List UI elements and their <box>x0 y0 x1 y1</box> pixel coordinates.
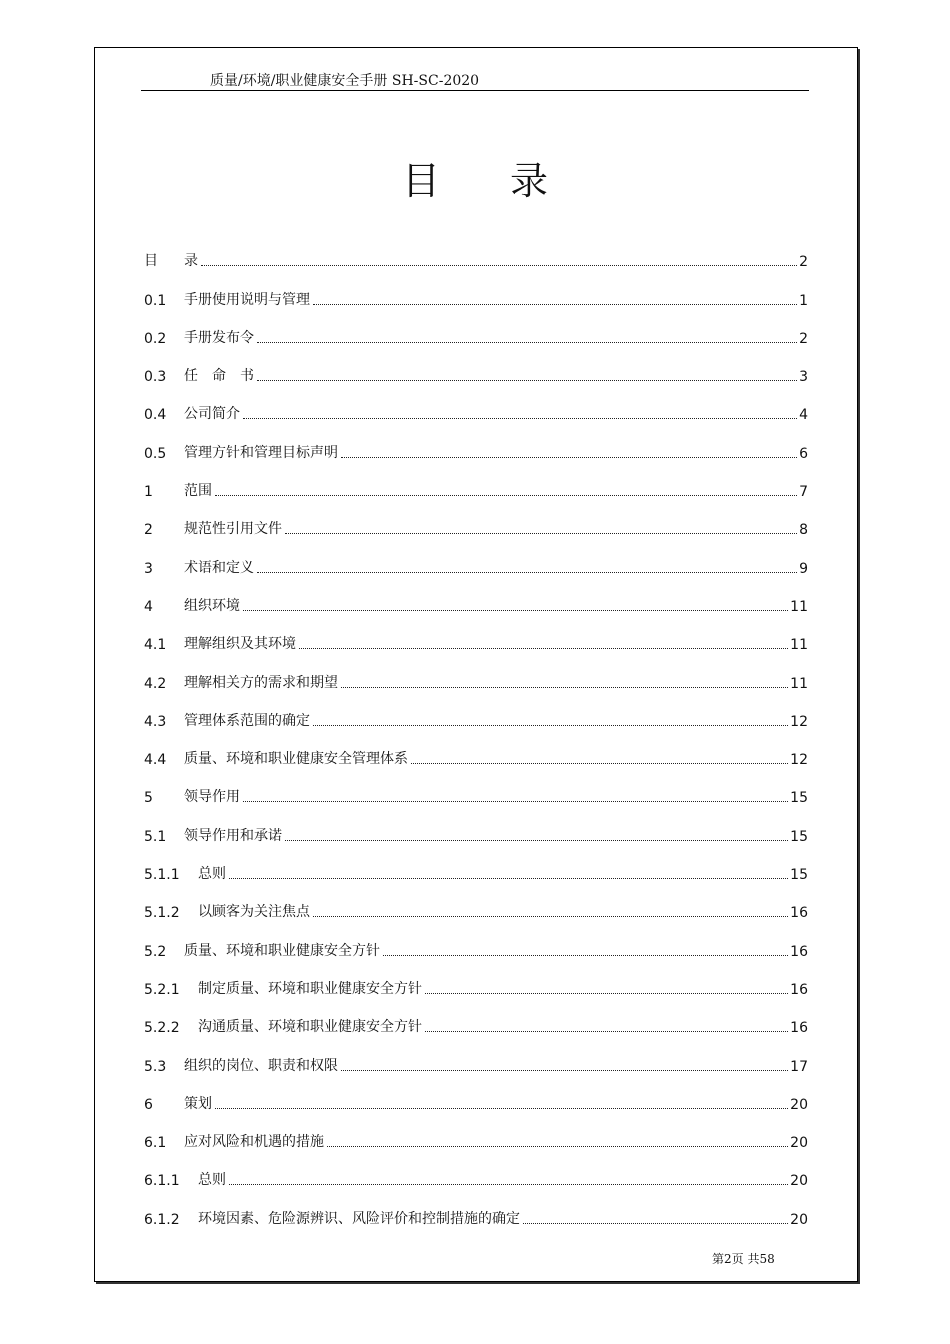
toc-entry-page: 7 <box>799 484 808 501</box>
toc-entry-label: 领导作用和承诺 <box>184 827 282 844</box>
toc-entry-label: 质量、环境和职业健康安全管理体系 <box>184 751 408 768</box>
toc-entry[interactable] <box>144 845 808 883</box>
toc-entry-number: 5.1.2 <box>144 905 180 922</box>
toc-entry-number: 5.3 <box>144 1058 167 1075</box>
toc-dot-leader <box>243 800 788 802</box>
toc-entry-number: 3 <box>144 560 153 577</box>
toc-entry[interactable] <box>144 806 808 844</box>
toc-dot-leader <box>215 494 797 496</box>
toc-dot-leader <box>243 609 788 611</box>
toc-entry-number: 6.1.1 <box>144 1173 180 1190</box>
page-number-footer: 第2页 共58 <box>712 1252 775 1266</box>
toc-entry-label: 沟通质量、环境和职业健康安全方针 <box>198 1019 422 1036</box>
toc-entry-number: 0.3 <box>144 369 167 386</box>
toc-entry-number: 5.1.1 <box>144 867 180 884</box>
toc-entry[interactable] <box>144 538 808 576</box>
toc-dot-leader <box>299 647 788 649</box>
toc-dot-leader <box>257 341 797 343</box>
toc-entry-page: 15 <box>790 790 808 807</box>
toc-dot-leader <box>285 839 788 841</box>
toc-dot-leader <box>327 1145 788 1147</box>
toc-entry[interactable] <box>144 232 808 270</box>
toc-entry-page: 17 <box>790 1058 808 1075</box>
toc-dot-leader <box>313 724 788 726</box>
toc-entry-number: 5.2.2 <box>144 1020 180 1037</box>
toc-entry-page: 20 <box>790 1173 808 1190</box>
toc-entry-number: 5.1 <box>144 828 167 845</box>
toc-dot-leader <box>229 877 788 879</box>
toc-entry[interactable] <box>144 883 808 921</box>
toc-dot-leader <box>341 686 788 688</box>
toc-entry[interactable] <box>144 500 808 538</box>
toc-dot-leader <box>383 954 788 956</box>
toc-entry-number: 0.5 <box>144 445 167 462</box>
toc-entry[interactable] <box>144 615 808 653</box>
toc-entry-page: 11 <box>790 637 808 654</box>
toc-entry-number: 5 <box>144 790 153 807</box>
toc-entry-label: 以顾客为关注焦点 <box>198 904 310 921</box>
toc-entry[interactable] <box>144 768 808 806</box>
toc-dot-leader <box>257 379 797 381</box>
toc-dot-leader <box>523 1222 788 1224</box>
toc-entry-label: 组织的岗位、职责和权限 <box>184 1057 338 1074</box>
toc-entry-label: 总则 <box>198 1172 226 1189</box>
toc-entry[interactable] <box>144 998 808 1036</box>
toc-entry-page: 16 <box>790 1020 808 1037</box>
toc-entry[interactable] <box>144 1075 808 1113</box>
toc-entry[interactable] <box>144 270 808 308</box>
toc-entry-page: 2 <box>799 330 808 347</box>
toc-dot-leader <box>257 571 797 573</box>
toc-entry-label: 理解相关方的需求和期望 <box>184 674 338 691</box>
toc-entry-page: 9 <box>799 560 808 577</box>
toc-entry-page: 11 <box>790 598 808 615</box>
toc-entry-label: 策划 <box>184 1095 212 1112</box>
toc-dot-leader <box>411 762 788 764</box>
toc-dot-leader <box>313 303 797 305</box>
toc-entry[interactable] <box>144 1151 808 1189</box>
toc-entry-number: 0.1 <box>144 292 167 309</box>
toc-entry-page: 3 <box>799 369 808 386</box>
page-title: 目录 <box>401 159 618 203</box>
toc-entry-number: 5.2.1 <box>144 981 180 998</box>
toc-entry-number: 4.1 <box>144 637 167 654</box>
toc-entry[interactable] <box>144 1113 808 1151</box>
toc-entry-number: 4 <box>144 598 153 615</box>
toc-entry-number: 6.1 <box>144 1135 167 1152</box>
toc-entry-page: 1 <box>799 292 808 309</box>
toc-entry-label: 制定质量、环境和职业健康安全方针 <box>198 980 422 997</box>
toc-dot-leader <box>425 992 788 994</box>
toc-entry-number: 0.4 <box>144 407 167 424</box>
toc-entry[interactable] <box>144 1036 808 1074</box>
toc-entry-number: 6 <box>144 1096 153 1113</box>
toc-entry[interactable] <box>144 423 808 461</box>
toc-entry-label: 录 <box>184 253 198 270</box>
document-header: 质量/环境/职业健康安全手册 SH-SC-2020 <box>210 73 480 89</box>
table-of-contents <box>144 232 808 1228</box>
toc-entry-page: 16 <box>790 981 808 998</box>
toc-entry[interactable] <box>144 921 808 959</box>
toc-entry[interactable] <box>144 462 808 500</box>
toc-entry-number: 2 <box>144 522 153 539</box>
toc-dot-leader <box>313 915 788 917</box>
toc-entry[interactable] <box>144 347 808 385</box>
toc-entry-label: 公司简介 <box>184 406 240 423</box>
toc-entry-page: 15 <box>790 867 808 884</box>
toc-entry-page: 20 <box>790 1135 808 1152</box>
toc-entry-label: 总则 <box>198 866 226 883</box>
toc-entry-number: 4.4 <box>144 752 167 769</box>
toc-dot-leader <box>425 1030 788 1032</box>
toc-entry-number: 0.2 <box>144 330 167 347</box>
toc-entry-label: 任 命 书 <box>184 368 254 385</box>
toc-entry[interactable] <box>144 1189 808 1227</box>
toc-entry-number: 4.2 <box>144 675 167 692</box>
toc-entry-page: 6 <box>799 445 808 462</box>
toc-entry-label: 管理体系范围的确定 <box>184 712 310 729</box>
toc-entry-page: 2 <box>799 254 808 271</box>
toc-entry-label: 应对风险和机遇的措施 <box>184 1134 324 1151</box>
toc-entry-page: 12 <box>790 752 808 769</box>
toc-dot-leader <box>243 417 797 419</box>
toc-entry-label: 质量、环境和职业健康安全方针 <box>184 942 380 959</box>
toc-entry[interactable] <box>144 730 808 768</box>
toc-entry-label: 领导作用 <box>184 789 240 806</box>
toc-entry-page: 16 <box>790 905 808 922</box>
toc-entry[interactable] <box>144 692 808 730</box>
toc-entry-label: 环境因素、危险源辨识、风险评价和控制措施的确定 <box>198 1210 520 1227</box>
toc-dot-leader <box>341 456 797 458</box>
toc-entry-page: 4 <box>799 407 808 424</box>
toc-entry-label: 理解组织及其环境 <box>184 636 296 653</box>
toc-dot-leader <box>229 1183 788 1185</box>
toc-entry-label: 范围 <box>184 483 212 500</box>
toc-entry-number: 4.3 <box>144 713 167 730</box>
toc-entry-label: 术语和定义 <box>184 559 254 576</box>
toc-entry-page: 20 <box>790 1211 808 1228</box>
toc-entry[interactable] <box>144 653 808 691</box>
toc-entry-label: 手册使用说明与管理 <box>184 291 310 308</box>
toc-entry-number: 1 <box>144 484 153 501</box>
toc-entry-label: 规范性引用文件 <box>184 521 282 538</box>
toc-dot-leader <box>215 1107 788 1109</box>
toc-entry-page: 12 <box>790 713 808 730</box>
toc-entry-label: 手册发布令 <box>184 329 254 346</box>
toc-entry[interactable] <box>144 960 808 998</box>
toc-entry[interactable] <box>144 385 808 423</box>
toc-entry-label: 组织环境 <box>184 597 240 614</box>
toc-entry[interactable] <box>144 577 808 615</box>
toc-dot-leader <box>341 1069 788 1071</box>
toc-dot-leader <box>201 264 797 266</box>
header-divider <box>141 90 809 91</box>
toc-entry-label: 管理方针和管理目标声明 <box>184 444 338 461</box>
toc-entry[interactable] <box>144 309 808 347</box>
toc-entry-page: 11 <box>790 675 808 692</box>
toc-entry-number: 6.1.2 <box>144 1211 180 1228</box>
toc-dot-leader <box>285 532 797 534</box>
toc-entry-page: 16 <box>790 943 808 960</box>
toc-entry-page: 8 <box>799 522 808 539</box>
toc-entry-number: 目 <box>144 253 158 270</box>
toc-entry-page: 20 <box>790 1096 808 1113</box>
toc-entry-number: 5.2 <box>144 943 167 960</box>
toc-entry-page: 15 <box>790 828 808 845</box>
